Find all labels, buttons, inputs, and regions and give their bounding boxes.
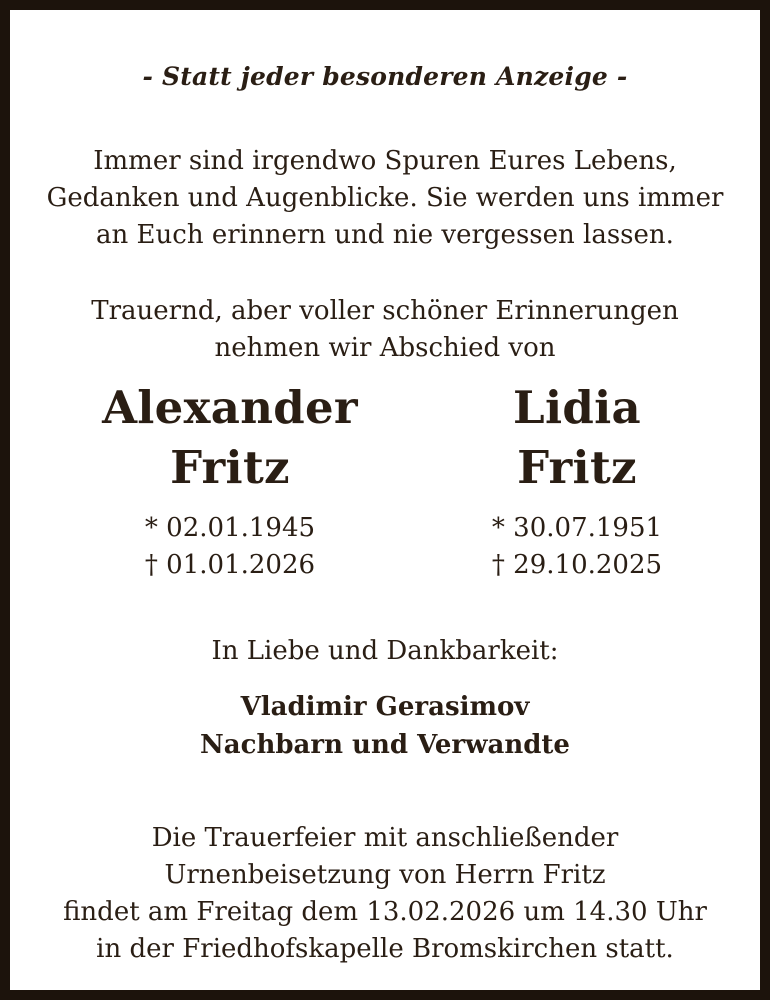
deceased-last-name: Fritz — [170, 441, 290, 494]
notice-heading: - Statt jeder besonderen Anzeige - — [142, 62, 628, 91]
service-line: Die Trauerfeier mit anschließender — [151, 823, 619, 853]
farewell-intro — [10, 293, 760, 367]
memorial-quote — [10, 143, 760, 254]
quote-line: Immer sind irgendwo Spuren Eures Lebens, — [93, 146, 677, 176]
birth-date: * 02.01.1945 — [144, 513, 316, 543]
funeral-service-info — [10, 820, 760, 968]
mourners — [10, 688, 760, 764]
deceased-first-name: Alexander — [102, 381, 358, 434]
death-date: † 29.10.2025 — [491, 550, 663, 580]
thanks-line: In Liebe und Dankbarkeit: — [211, 636, 559, 666]
quote-line: an Euch erinnern und nie vergessen lassen. — [96, 220, 674, 250]
life-dates — [40, 510, 420, 584]
quote-line: Gedanken und Augenblicke. Sie werden uns immer — [46, 183, 724, 213]
service-line: findet am Freitag dem 13.02.2026 um 14.30 Uhr — [63, 897, 707, 927]
life-dates — [387, 510, 767, 584]
mourner-group: Nachbarn und Verwandte — [200, 730, 570, 760]
mourner-name: Vladimir Gerasimov — [240, 692, 530, 722]
service-line: Urnenbeisetzung von Herrn Fritz — [164, 860, 606, 890]
deceased-last-name: Fritz — [517, 441, 637, 494]
deceased-first-name: Lidia — [513, 381, 641, 434]
birth-date: * 30.07.1951 — [491, 513, 663, 543]
intro-line: Trauernd, aber voller schöner Erinnerungen — [91, 296, 679, 326]
intro-line: nehmen wir Abschied von — [214, 333, 556, 363]
service-line: in der Friedhofskapelle Bromskirchen statt. — [96, 934, 674, 964]
death-date: † 01.01.2026 — [144, 550, 316, 580]
